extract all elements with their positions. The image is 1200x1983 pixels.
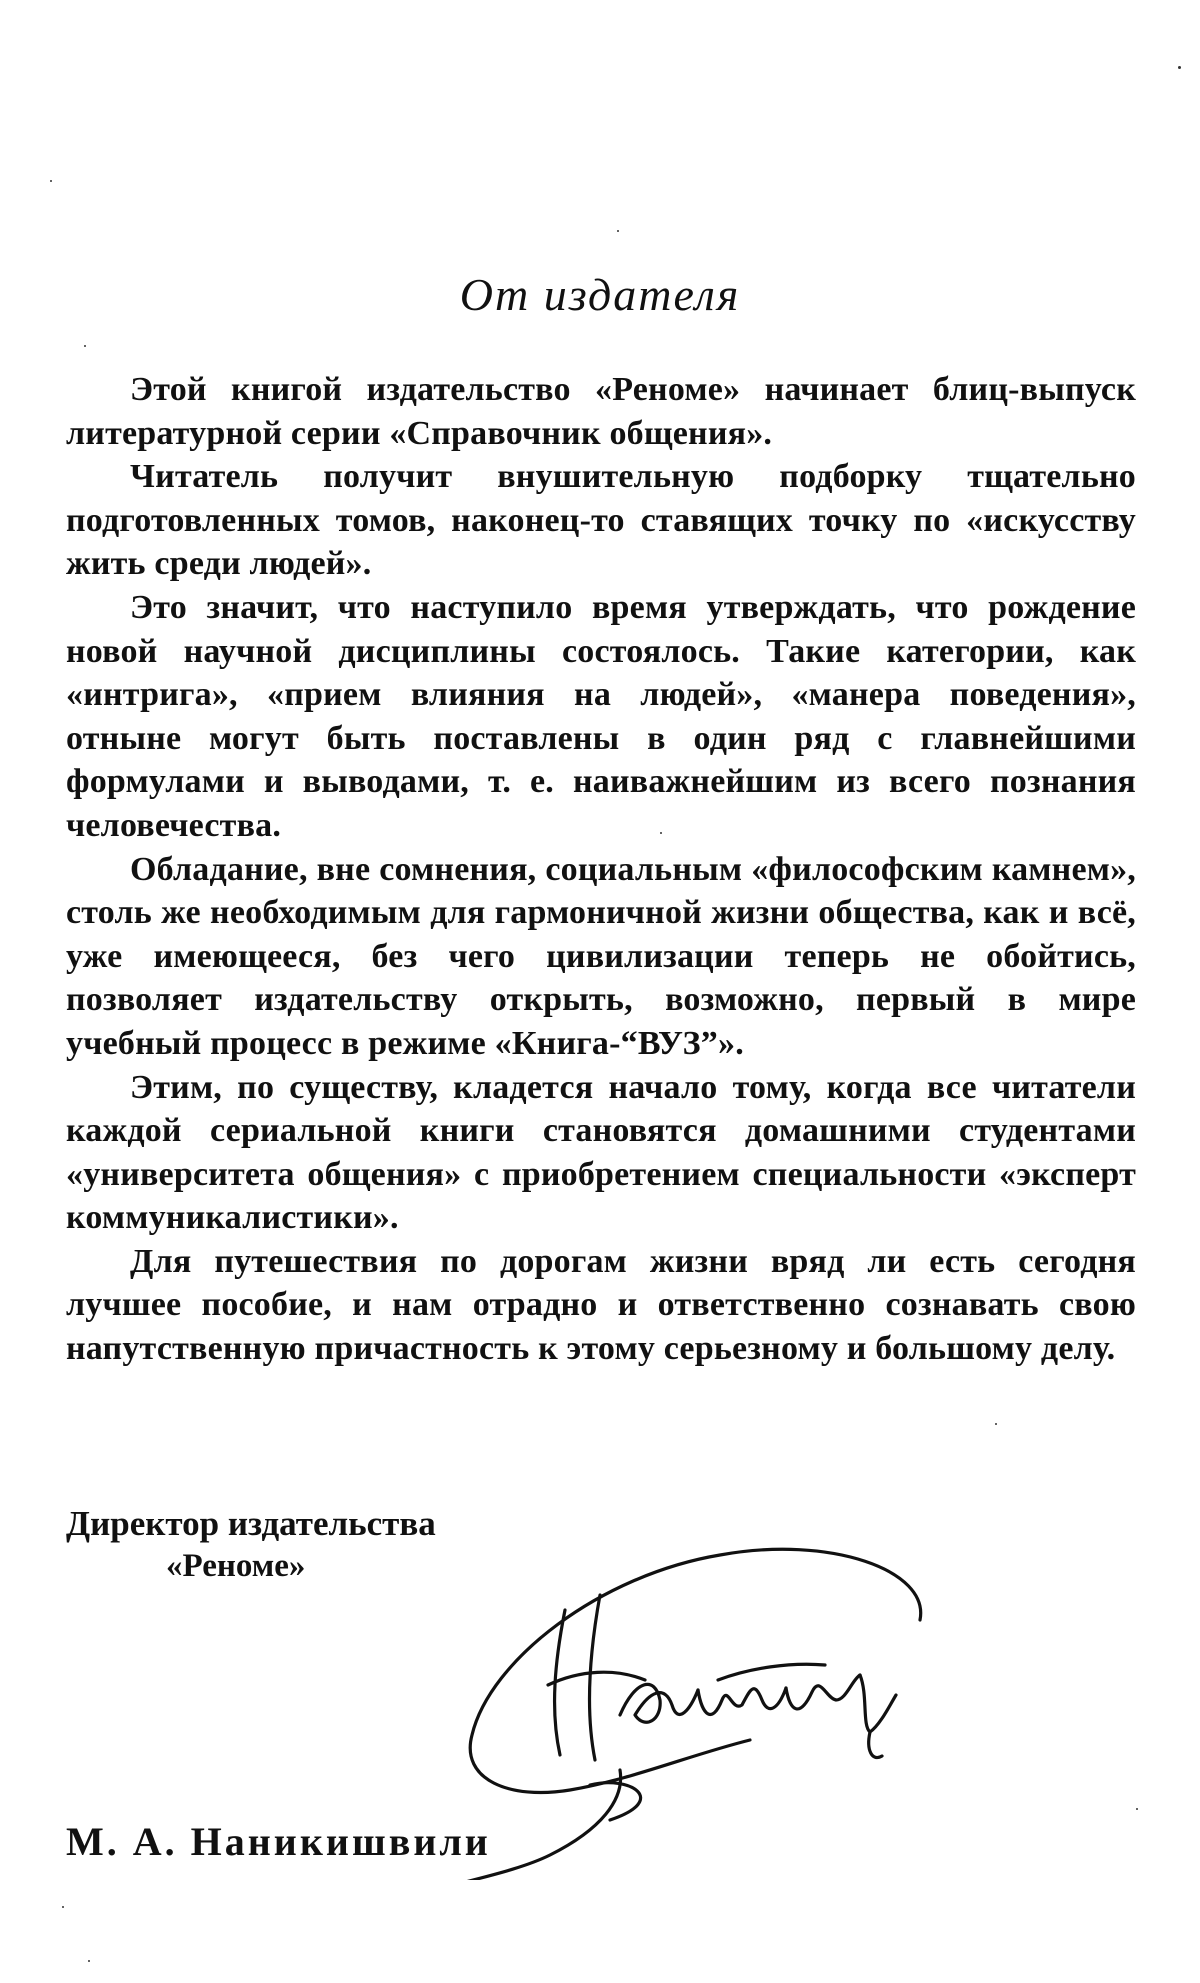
scan-speck: [1136, 1808, 1138, 1810]
paragraph: Этой книгой издательство «Реноме» начинает блиц-выпуск литературной серии «Справочник общения».: [66, 371, 1136, 452]
scan-speck: [1178, 66, 1181, 69]
paragraph: Для путешествия по дорогам жизни вряд ли есть сегодня лучшее пособие, и нам отрадно и ответственно сознавать свою напутственную причастность к этому серьезному и большому делу.: [66, 1242, 1136, 1368]
scan-speck: [62, 1906, 64, 1908]
signer-name: М. А. Наникишвили: [66, 1819, 491, 1864]
signer-organization: «Реноме»: [166, 1548, 306, 1584]
scan-speck: [660, 832, 662, 834]
scan-speck: [617, 230, 619, 232]
paragraph: Читатель получит внушительную подборку тщательно подготовленных томов, наконец-то ставящих точку по «искусству жить среди людей».: [66, 458, 1136, 583]
scan-speck: [995, 1423, 997, 1425]
page-title: От издателя: [459, 269, 741, 320]
scan-speck: [88, 1960, 90, 1962]
scan-speck: [84, 345, 86, 347]
signer-role: Директор издательства: [66, 1504, 436, 1543]
paragraph: Это значит, что наступило время утверждать, что рождение новой научной дисциплины состоялось. Такие категории, как «интрига», «прием влияния на людей», «манера поведения», отныне могут быть поставлены в один ряд с главнейшими формулами и выводами, т. е. наиважнейшим из всего познания человечества.: [66, 588, 1136, 844]
handwritten-signature: [450, 1500, 950, 1880]
paragraph: Этим, по существу, кладется начало тому, когда все читатели каждой сериальной книги становятся домашними студентами «университета общения» с приобретением специальности «эксперт коммуникалистики».: [66, 1068, 1136, 1237]
paragraph: Обладание, вне сомнения, социальным «философским камнем», столь же необходимым для гармоничной жизни общества, как и всё, уже имеющееся, без чего цивилизации теперь не обойтись, позволяет издательству открыть, возможно, первый в мире учебный процесс в режиме «Книга-“ВУЗ”».: [66, 850, 1136, 1062]
body-text: [66, 368, 1136, 1371]
scan-speck: [50, 180, 52, 182]
